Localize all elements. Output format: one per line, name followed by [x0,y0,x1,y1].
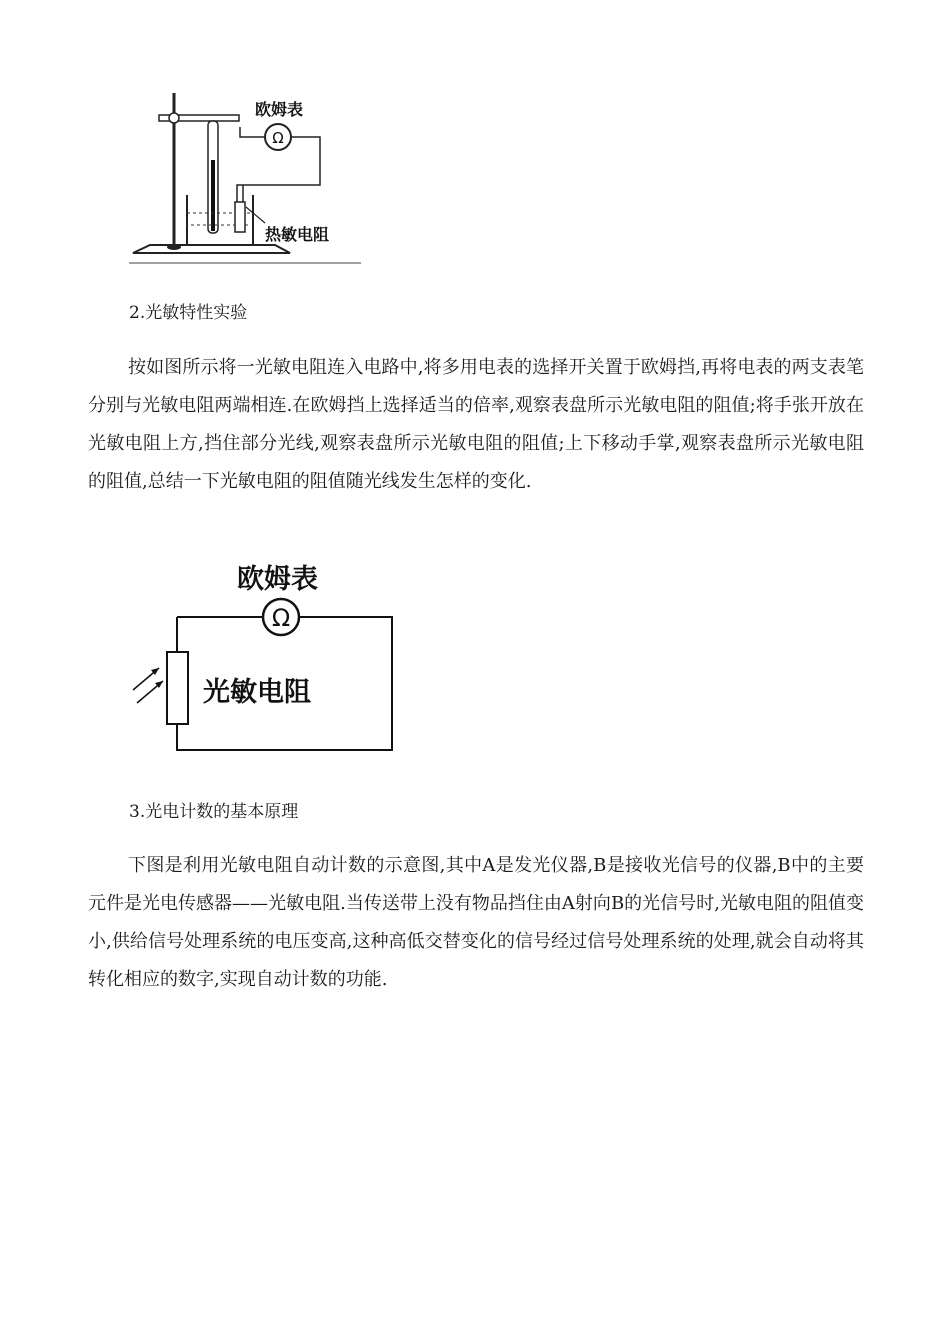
ohmmeter-symbol: Ω [271,604,291,632]
ohmmeter-label: 欧姆表 [237,564,318,595]
ohmmeter-label: 欧姆表 [255,100,304,119]
section-2-paragraph: 按如图所示将一光敏电阻连入电路中,将多用电表的选择开关置于欧姆挡,再将电表的两支表笔分别与光敏电阻两端相连.在欧姆挡上选择适当的倍率,观察表盘所示光敏电阻的阻值;将手张开放在光敏电阻上方,挡住部分光线,观察表盘所示光敏电阻的阻值;上下移动手掌,观察表盘所示光敏电阻的阻值,总结一下光敏电阻的阻值随光线发生怎样的变化. [88,357,864,492]
ohmmeter-symbol: Ω [272,129,284,147]
thermistor-label: 热敏电阻 [265,225,330,244]
section-2-heading: 2.光敏特性实验 [129,303,248,323]
photoresistor-circuit-figure [125,560,405,760]
photoresistor-label: 光敏电阻 [203,677,311,708]
section-3-heading: 3.光电计数的基本原理 [129,802,299,822]
thermistor-apparatus-figure [125,85,365,270]
section-3-paragraph: 下图是利用光敏电阻自动计数的示意图,其中A是发光仪器,B是接收光信号的仪器,B中的主要元件是光电传感器——光敏电阻.当传送带上没有物品挡住由A射向B的光信号时,光敏电阻的阻值变小,供给信号处理系统的电压变高,这种高低交替变化的信号经过信号处理系统的处理,就会自动将其转化相应的数字,实现自动计数的功能. [88,855,864,990]
